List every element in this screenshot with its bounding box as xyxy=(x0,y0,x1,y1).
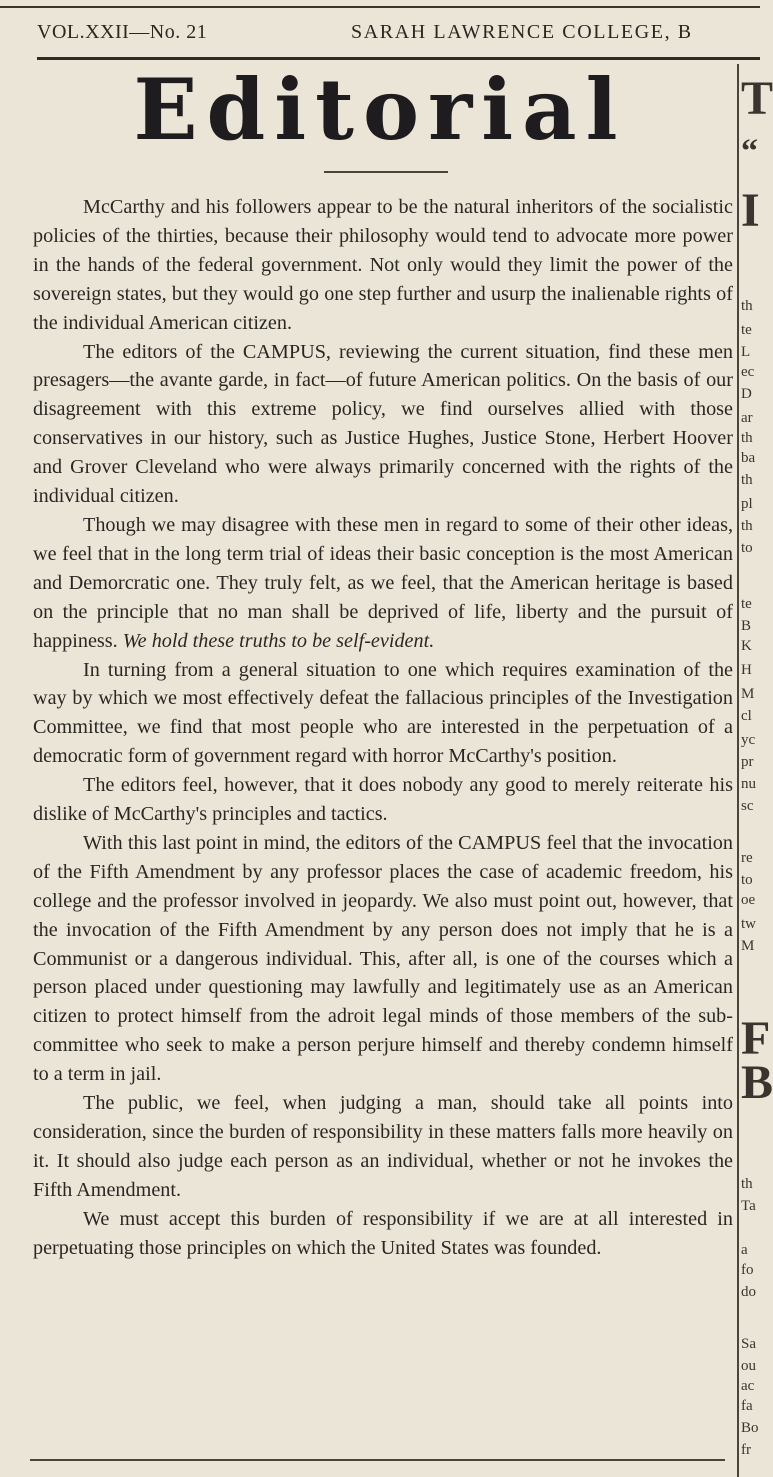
adjacent-column-fragment: nu xyxy=(741,776,756,792)
masthead xyxy=(0,0,760,62)
adjacent-column-fragment: sc xyxy=(741,798,754,814)
adjacent-column-fragment: D xyxy=(741,386,752,402)
article-body xyxy=(33,193,733,1263)
paragraph-1: McCarthy and his followers appear to be the natural inheritors of the socialistic policies of the thirties, because their philosophy would tend to advocate more power in the hands of the federal government. Not only would they limit the power of the sovereign states, but they would go one step further and usurp the inalienable rights of the individual American citizen. xyxy=(33,196,733,334)
adjacent-column-fragment: th xyxy=(741,430,753,446)
adjacent-column-fragment: F xyxy=(741,1012,771,1065)
adjacent-column-fragment: M xyxy=(741,938,755,954)
adjacent-column-fragment: B xyxy=(741,1056,773,1109)
adjacent-column-fragment: to xyxy=(741,540,753,556)
adjacent-column-fragment: I xyxy=(741,184,760,237)
paragraph-5: The editors feel, however, that it does nobody any good to merely reiterate his dislike of McCarthy's principles and tactics. xyxy=(33,774,733,826)
paragraph-3 xyxy=(33,511,733,656)
adjacent-column-fragment: ar xyxy=(741,410,753,426)
volume-issue: VOL.XXII—No. 21 xyxy=(37,21,208,43)
title-underline xyxy=(324,171,448,173)
adjacent-column-fragment: tw xyxy=(741,916,756,932)
adjacent-column-fragment: th xyxy=(741,472,753,488)
adjacent-column-fragment: “ xyxy=(741,133,758,170)
paragraph-8: We must accept this burden of responsibility if we are at all interested in perpetuating those principles on which the United States was founded. xyxy=(33,1207,733,1259)
paragraph-2: The editors of the CAMPUS, reviewing the current situation, find these men presagers—the avante garde, in fact—of future American politics. On the basis of our disagreement with this extreme policy, we find ourselves allied with those conservatives in our history, such as Justice Hughes, Justice Stone, Herbert Hoover and Grover Cleveland who were always primarily concerned with the rights of the individual citizen. xyxy=(33,340,733,508)
adjacent-column-fragment: Ta xyxy=(741,1198,756,1214)
paragraph-6: With this last point in mind, the editors of the CAMPUS feel that the invocation of the Fifth Amendment by any professor places the case of academic freedom, his college and the professor involved in jeopardy. We also must point out, however, that the invocation of the Fifth Amendment by any person does not imply that he is a Communist or a dangerous individual. This, after all, is one of the courses which a person placed under questioning may lawfully and legitimately use as an American citizen to protect himself from the adroit legal minds of those members of the sub-committee who seek to make a person perjure himself and thereby condemn himself to a term in jail. xyxy=(33,831,733,1086)
italic-quote: We hold these truths to be self-evident. xyxy=(122,629,435,652)
adjacent-column-fragment: Bo xyxy=(741,1420,759,1436)
paragraph-7: The public, we feel, when judging a man, should take all points into consideration, since the burden of responsibility in these matters falls more heavily on it. It should also judge each person as an individual, whether or not he invokes the Fifth Amendment. xyxy=(33,1092,733,1201)
adjacent-column-fragment: M xyxy=(741,686,755,702)
adjacent-column-fragment: th xyxy=(741,1176,753,1192)
adjacent-column-fragment: L xyxy=(741,344,751,360)
adjacent-column-fragment: th xyxy=(741,298,753,314)
adjacent-column-fragment: fr xyxy=(741,1442,751,1458)
adjacent-column-fragment: pr xyxy=(741,754,754,770)
adjacent-column-fragment: ac xyxy=(741,1378,755,1394)
adjacent-column-fragment: to xyxy=(741,872,753,888)
adjacent-column-fragment: H xyxy=(741,662,752,678)
adjacent-column-fragment: fo xyxy=(741,1262,754,1278)
paragraph-3-text: Though we may disagree with these men in regard to some of their other ideas, we feel that in the long term trial of ideas their basic conception is the most American and Demorcratic one. They truly felt, as we feel, that the American heritage is based on the principle that no man shall be deprived of life, liberty and the pursuit of happiness. xyxy=(33,513,733,652)
adjacent-column-fragment: B xyxy=(741,618,752,634)
adjacent-column-fragment: ec xyxy=(741,364,755,380)
adjacent-column-fragment: th xyxy=(741,518,753,534)
column-divider xyxy=(737,64,739,1477)
college-name: SARAH LAWRENCE COLLEGE, B xyxy=(351,21,693,43)
adjacent-column-fragment: re xyxy=(741,850,753,866)
adjacent-column-fragment: a xyxy=(741,1242,748,1258)
adjacent-column-fragment: cl xyxy=(741,708,752,724)
article-bottom-rule xyxy=(30,1459,725,1461)
adjacent-column-fragment: fa xyxy=(741,1398,753,1414)
adjacent-column-fragment: te xyxy=(741,596,752,612)
adjacent-column-fragment: do xyxy=(741,1284,756,1300)
adjacent-column-fragment: oe xyxy=(741,892,756,908)
article-title: Editorial xyxy=(133,60,627,159)
adjacent-column-fragment: ba xyxy=(741,450,756,466)
adjacent-column-fragment: T xyxy=(741,72,773,125)
adjacent-column-fragment: pl xyxy=(741,496,753,512)
masthead-top-rule xyxy=(0,6,760,8)
adjacent-column-fragment: te xyxy=(741,322,752,338)
adjacent-column-fragment: K xyxy=(741,638,752,654)
adjacent-column-fragment: yc xyxy=(741,732,756,748)
adjacent-column-fragment: ou xyxy=(741,1358,756,1374)
paragraph-4: In turning from a general situation to one which requires examination of the way by which we most effectively defeat the fallacious principles of the Investigation Committee, we find that most people who are interested in the perpetuation of a democratic form of government regard with horror McCarthy's position. xyxy=(33,658,733,768)
adjacent-column-fragment: Sa xyxy=(741,1336,756,1352)
